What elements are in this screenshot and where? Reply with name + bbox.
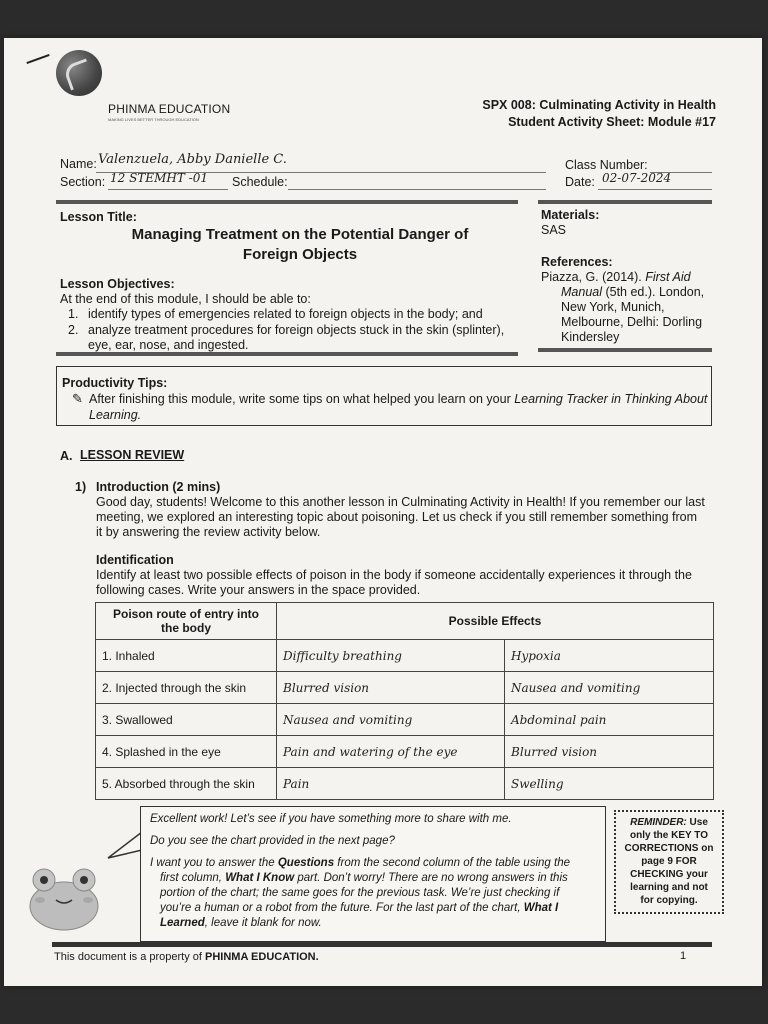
date-value[interactable]: 02-07-2024 (602, 171, 672, 185)
table-header-row (96, 603, 714, 640)
section-title: LESSON REVIEW (80, 448, 185, 462)
objectives-label: Lesson Objectives: (60, 277, 175, 291)
intro-line1: Good day, students! Welcome to this another lesson in Culminating Activity in Health! If you remember our last (96, 495, 705, 509)
route-header: Poison route of entry into the body (96, 603, 277, 640)
table-row (96, 736, 714, 768)
effect-cell[interactable]: Swelling (505, 768, 714, 800)
name-value[interactable]: Valenzuela, Abby Danielle C. (98, 152, 287, 167)
speech-line2: Do you see the chart provided in the next page? (150, 835, 395, 847)
objective-1: identify types of emergencies related to foreign objects in the body; and (88, 307, 483, 321)
effect-cell[interactable]: Pain (277, 768, 505, 800)
effect-cell[interactable]: Pain and watering of the eye (277, 736, 505, 768)
table-row (96, 672, 714, 704)
section-letter: A. (60, 449, 73, 463)
reminder-box: REMINDER: Use only the KEY TO CORRECTIONS on page 9 FOR CHECKING your learning and not for copying. (614, 810, 724, 914)
class-number-label: Class Number: (565, 158, 648, 172)
route-cell: 2. Injected through the skin (96, 672, 277, 704)
reference-line3: New York, Munich, (561, 300, 665, 314)
speech-line6: you’re a human or a robot from the future. For the last part of the chart, What I (160, 902, 559, 914)
materials-top-bar (538, 200, 712, 204)
intro-line2: meeting, we explored an interesting topic about poisoning. Let us check if you still remember something from (96, 510, 698, 524)
frog-mascot-icon (26, 862, 102, 932)
lesson-bottom-bar (56, 352, 518, 356)
identification-line2: following cases. Write your answers in the space provided. (96, 583, 421, 597)
page-number: 1 (680, 950, 687, 962)
effect-cell[interactable]: Nausea and vomiting (505, 672, 714, 704)
pin-icon: ✎ (72, 391, 83, 406)
objective-2-line1: analyze treatment procedures for foreign objects stuck in the skin (splinter), (88, 323, 505, 337)
poison-effects-table (95, 602, 714, 800)
reference-line5: Kindersley (561, 330, 620, 344)
effects-header: Possible Effects (277, 603, 714, 640)
speech-line7: Learned, leave it blank for now. (160, 917, 322, 929)
reference-line1: Piazza, G. (2014). First Aid (541, 270, 691, 284)
tips-label: Productivity Tips: (62, 376, 168, 390)
materials-value: SAS (541, 223, 567, 237)
tips-text: After finishing this module, write some tips on what helped you learn on your Learning Tracker in Thinking About (89, 392, 708, 406)
objective-2-line2: eye, ear, nose, and ingested. (88, 338, 249, 352)
lesson-title-line1: Managing Treatment on the Potential Danger of (131, 226, 469, 243)
intro-line3: it by answering the review activity below. (96, 525, 321, 539)
references-label: References: (541, 255, 613, 269)
name-label: Name: (60, 157, 97, 171)
table-row (96, 768, 714, 800)
logo-tagline: MAKING LIVES BETTER THROUGH EDUCATION (108, 117, 199, 122)
date-line (598, 189, 712, 190)
date-label: Date: (565, 175, 595, 189)
section-label: Section: (60, 175, 106, 189)
sheet-title: Student Activity Sheet: Module #17 (508, 115, 716, 129)
logo-text: PHINMA EDUCATION (108, 102, 231, 116)
materials-bottom-bar (538, 348, 712, 352)
speech-line4: first column, What I Know part. Don’t worry! There are no wrong answers in this (160, 872, 568, 884)
route-cell: 3. Swallowed (96, 704, 277, 736)
effect-cell[interactable]: Blurred vision (505, 736, 714, 768)
effect-cell[interactable]: Difficulty breathing (277, 640, 505, 672)
section-value[interactable]: 12 STEMHT -01 (110, 171, 208, 185)
tips-text-line2: Learning. (89, 408, 142, 422)
objectives-intro: At the end of this module, I should be able to: (60, 292, 311, 306)
footer-bar (52, 942, 712, 947)
lesson-title-line2: Foreign Objects (242, 246, 358, 263)
speech-line1: Excellent work! Let’s see if you have something more to share with me. (150, 813, 512, 825)
schedule-label: Schedule: (232, 175, 288, 189)
schedule-line (288, 189, 546, 190)
effect-cell[interactable]: Abdominal pain (505, 704, 714, 736)
speech-line3: I want you to answer the Questions from the second column of the table using the (150, 857, 570, 869)
speech-line5: portion of the chart; the same goes for the previous task. We’re just checking if (160, 887, 560, 899)
effect-cell[interactable]: Nausea and vomiting (277, 704, 505, 736)
objective-1-number: 1. (68, 307, 79, 321)
intro-number: 1) (75, 480, 87, 494)
reference-line2: Manual (5th ed.). London, (561, 285, 705, 299)
lesson-title-label: Lesson Title: (60, 210, 137, 224)
footer-text: This document is a property of PHINMA EDUCATION. (54, 951, 319, 963)
intro-title: Introduction (2 mins) (96, 480, 221, 494)
identification-title: Identification (96, 553, 174, 567)
section-line (108, 189, 228, 190)
table-row (96, 704, 714, 736)
objective-2-number: 2. (68, 323, 79, 337)
reference-line4: Melbourne, Delhi: Dorling (561, 315, 703, 329)
identification-line1: Identify at least two possible effects of poison in the body if someone accidentally experiences it through the (96, 568, 692, 582)
route-cell: 4. Splashed in the eye (96, 736, 277, 768)
course-title: SPX 008: Culminating Activity in Health (482, 98, 716, 112)
effect-cell[interactable]: Blurred vision (277, 672, 505, 704)
materials-label: Materials: (541, 208, 600, 222)
effect-cell[interactable]: Hypoxia (505, 640, 714, 672)
table-row (96, 640, 714, 672)
route-cell: 1. Inhaled (96, 640, 277, 672)
route-cell: 5. Absorbed through the skin (96, 768, 277, 800)
lesson-top-bar (56, 200, 518, 204)
